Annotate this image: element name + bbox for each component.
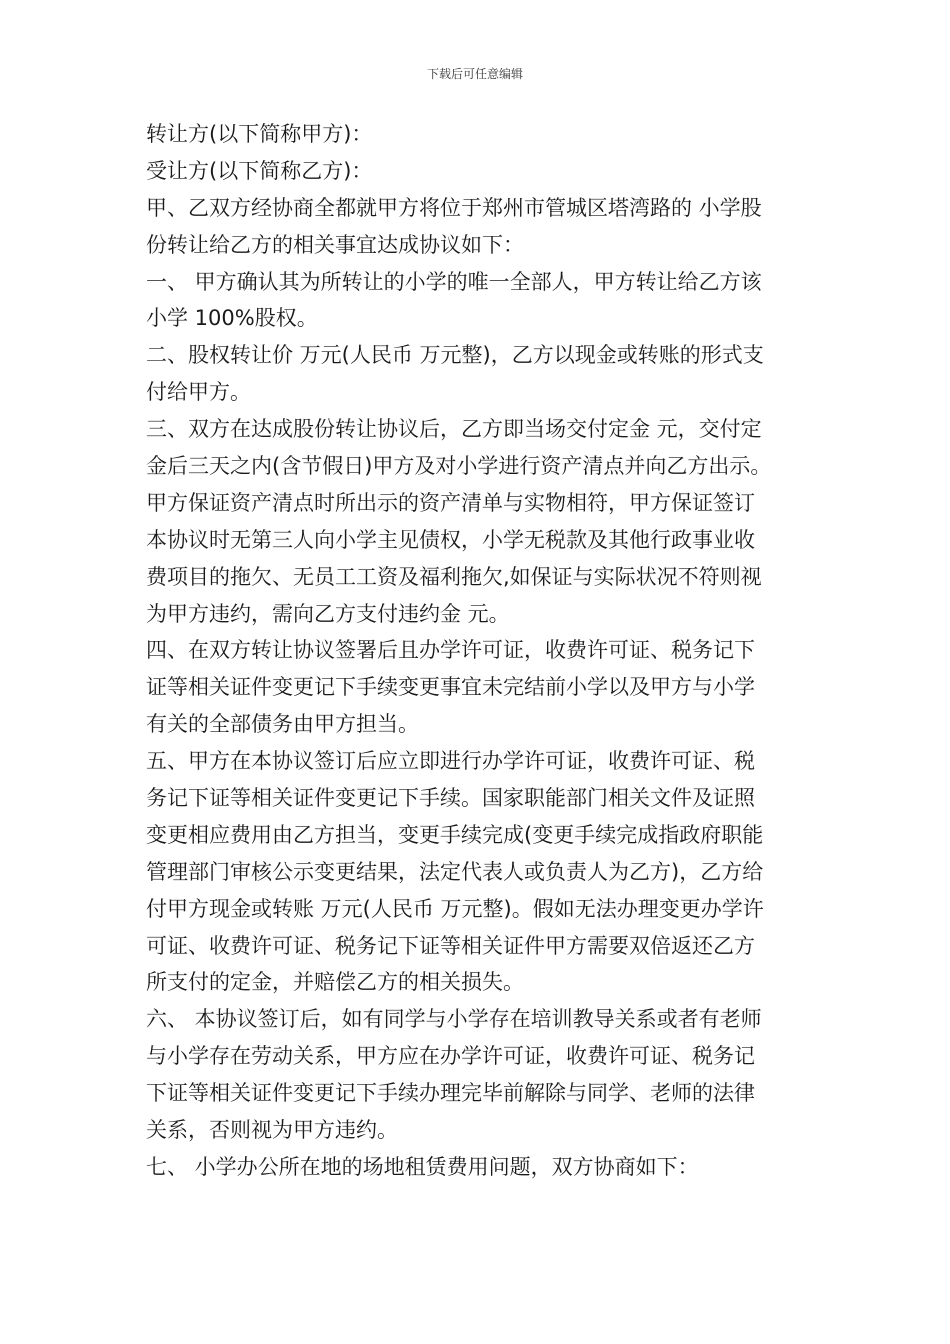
text-line: 甲方保证资产清点时所出示的资产清单与实物相符，甲方保证签订	[146, 490, 755, 515]
text-line: 与小学存在劳动关系，甲方应在办学许可证，收费许可证、税务记	[146, 1044, 755, 1069]
text-line: 受让方(以下简称乙方)：	[146, 158, 373, 183]
document-body	[146, 116, 810, 1186]
text-line: 小学 100%股权。	[146, 306, 318, 331]
text-line: 证等相关证件变更记下手续变更事宜未完结前小学以及甲方与小学	[146, 675, 755, 700]
text-line: 五、甲方在本协议签订后应立即进行办学许可证，收费许可证、税	[146, 749, 755, 774]
text-line: 转让方(以下简称甲方)：	[146, 122, 373, 146]
text-line: 有关的全部债务由甲方担当。	[146, 712, 419, 737]
text-line: 二、股权转让价 万元(人民币 万元整)，乙方以现金或转账的形式支	[146, 343, 764, 368]
text-line: 可证、收费许可证、税务记下证等相关证件甲方需要双倍返还乙方	[146, 933, 755, 958]
text-line: 付给甲方。	[146, 380, 251, 405]
text-line: 份转让给乙方的相关事宜达成协议如下：	[146, 232, 524, 257]
text-line: 下证等相关证件变更记下手续办理完毕前解除与同学、老师的法律	[146, 1081, 755, 1106]
text-line: 付甲方现金或转账 万元(人民币 万元整)。假如无法办理变更办学许	[146, 896, 764, 921]
text-line: 金后三天之内(含节假日)甲方及对小学进行资产清点并向乙方出示。	[146, 454, 772, 479]
text-line: 关系，否则视为甲方违约。	[146, 1118, 398, 1143]
text-line: 四、在双方转让协议签署后且办学许可证，收费许可证、税务记下	[146, 638, 755, 663]
text-line: 所支付的定金，并赔偿乙方的相关损失。	[146, 970, 524, 995]
text-line: 费项目的拖欠、无员工工资及福利拖欠,如保证与实际状况不符则视	[146, 564, 762, 589]
text-line: 一、 甲方确认其为所转让的小学的唯一全部人，甲方转让给乙方该	[146, 269, 762, 294]
text-line: 甲、乙双方经协商全都就甲方将位于郑州市管城区塔湾路的 小学股	[146, 195, 762, 220]
page-header: 下载后可任意编辑	[426, 67, 523, 81]
text-line: 务记下证等相关证件变更记下手续。国家职能部门相关文件及证照	[146, 786, 755, 811]
text-line: 为甲方违约，需向乙方支付违约金 元。	[146, 601, 510, 626]
text-line: 变更相应费用由乙方担当，变更手续完成(变更手续完成指政府职能	[146, 822, 764, 847]
text-line: 六、 本协议签订后，如有同学与小学存在培训教导关系或者有老师	[146, 1007, 762, 1032]
text-line: 七、 小学办公所在地的场地租赁费用问题，双方协商如下：	[146, 1154, 699, 1179]
text-line: 管理部门审核公示变更结果，法定代表人或负责人为乙方)，乙方给	[146, 859, 764, 884]
text-line: 三、双方在达成股份转让协议后，乙方即当场交付定金 元，交付定	[146, 417, 762, 442]
text-line: 本协议时无第三人向小学主见债权，小学无税款及其他行政事业收	[146, 527, 755, 552]
